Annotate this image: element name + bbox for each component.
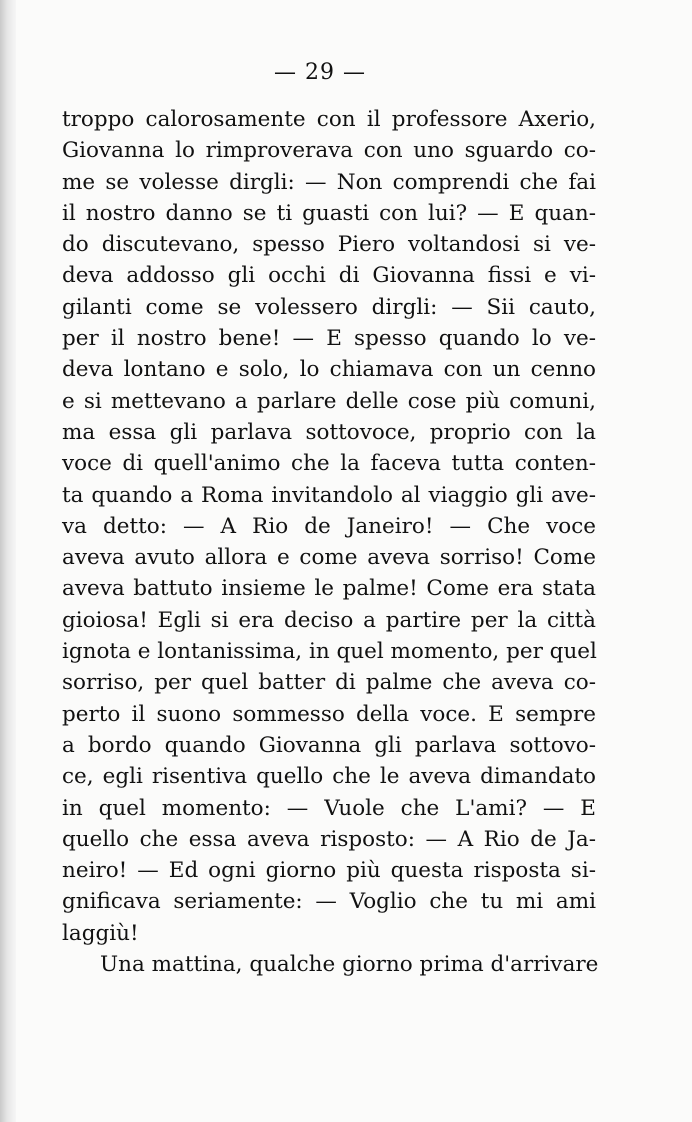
- text-line: gilanti come se volessero dirgli: — Sii cauto,: [62, 294, 596, 320]
- text-line: aveva battuto insieme le palme! Come era stata: [62, 576, 596, 602]
- text-line: Giovanna lo rimproverava con uno sguardo co-: [62, 138, 596, 164]
- text-line: perto il suono sommesso della voce. E sempre: [62, 701, 596, 727]
- text-line: voce di quell'animo che la faceva tutta conten-: [62, 451, 596, 477]
- text-line: deva addosso gli occhi di Giovanna fissi e vi-: [62, 263, 596, 289]
- text-line: quello che essa aveva risposto: — A Rio de Ja-: [62, 826, 596, 852]
- text-line: e si mettevano a parlare delle cose più comuni,: [62, 388, 596, 414]
- text-line: sorriso, per quel batter di palme che aveva co-: [62, 670, 596, 696]
- text-line: gnificava seriamente: — Voglio che tu mi ami: [62, 889, 596, 915]
- text-line: aveva avuto allora e come aveva sorriso! Come: [62, 545, 596, 571]
- text-line: deva lontano e solo, lo chiamava con un cenno: [62, 357, 596, 383]
- paragraph-end-line: laggiù!: [62, 920, 139, 946]
- text-line: troppo calorosamente con il professore Axerio,: [62, 107, 596, 132]
- text-line: a bordo quando Giovanna gli parlava sottovo-: [62, 732, 596, 758]
- text-line: ce, egli risentiva quello che le aveva dimandato: [62, 764, 596, 790]
- page-number: — 29 —: [274, 60, 366, 85]
- text-line: ignota e lontanissima, in quel momento, per quel: [62, 639, 597, 665]
- text-line: il nostro danno se ti guasti con lui? — E quan-: [62, 200, 596, 226]
- text-line: ta quando a Roma invitandolo al viaggio gli ave-: [62, 482, 596, 508]
- text-line: me se volesse dirgli: — Non comprendi che fai: [62, 169, 596, 195]
- text-line: neiro! — Ed ogni giorno più questa risposta si-: [62, 858, 596, 884]
- text-line: ma essa gli parlava sottovoce, proprio con la: [62, 419, 596, 445]
- paragraph-start-line: Una mattina, qualche giorno prima d'arrivare: [100, 952, 599, 978]
- text-line: do discutevano, spesso Piero voltandosi si ve-: [62, 232, 596, 258]
- text-line: per il nostro bene! — E spesso quando lo ve-: [62, 326, 596, 352]
- text-line: in quel momento: — Vuole che L'ami? — E: [62, 795, 596, 821]
- text-line: gioiosa! Egli si era deciso a partire per la città: [62, 607, 596, 633]
- binding-edge: [0, 0, 16, 1122]
- body-text: [62, 104, 599, 980]
- text-line: va detto: — A Rio de Janeiro! — Che voce: [62, 513, 596, 539]
